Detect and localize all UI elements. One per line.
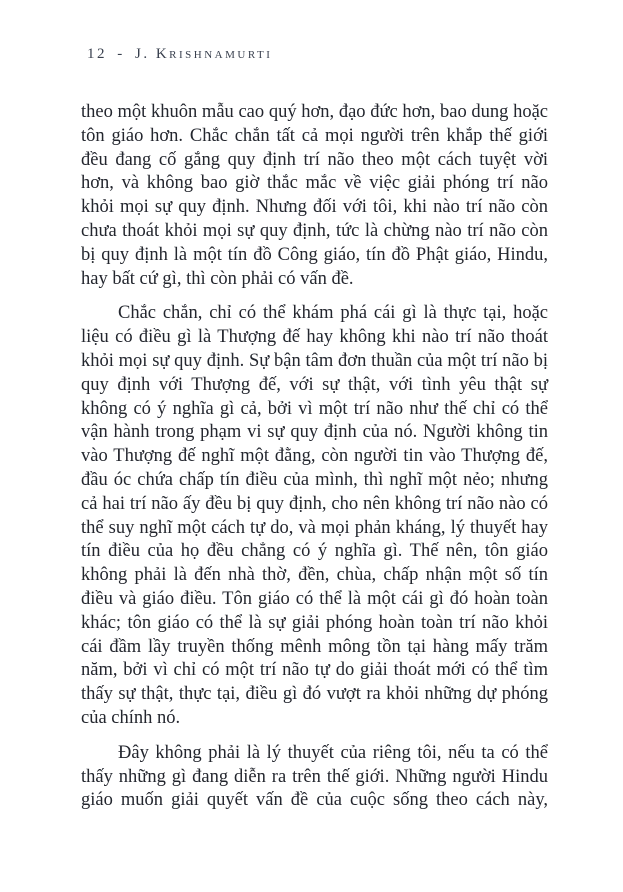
author-name: J. Krishnamurti <box>135 46 273 62</box>
page-content <box>81 101 548 824</box>
paragraph: Chắc chắn, chỉ có thể khám phá cái gì là thực tại, hoặc liệu có điều gì là Thượng đế hay không khi nào trí não thoát khỏi mọi sự quy định. Sự bận tâm đơn thuần của một trí não bị quy định với Thượng đế, với sự thật, với tình yêu thật sự không có ý nghĩa gì cả, bởi vì một trí não như thế chỉ có thể vận hành trong phạm vi sự quy định của nó. Người không tin vào Thượng đế nghĩ một đằng, còn người tin vào Thượng đế, đầu óc chứa chấp tín điều của mình, thì nghĩ một nẻo; nhưng cả hai trí não ấy đều bị quy định, cho nên không trí não nào có thể suy nghĩ một cách tự do, và mọi phản kháng, lý thuyết hay tín điều của họ đều chẳng có ý nghĩa gì. Thế nên, tôn giáo không phải là đến nhà thờ, đền, chùa, chấp nhận một số tín điều và giáo điều. Tôn giáo có thể là một cái gì đó hoàn toàn khác; tôn giáo có thể là sự giải phóng hoàn toàn trí não khỏi cái đầm lầy truyền thống mênh mông tồn tại hàng mấy trăm năm, bởi vì chỉ có một trí não tự do giải thoát mới có thể tìm thấy sự thật, thực tại, điều gì đó vượt ra khỏi những dự phóng của chính nó. <box>81 303 548 728</box>
paragraph: Đây không phải là lý thuyết của riêng tôi, nếu ta có thể thấy những gì đang diễn ra trên thế giới. Những người Hindu giáo muốn giải quyết vấn đề của cuộc sống theo cách này, <box>81 742 548 811</box>
header-separator: - <box>117 46 125 62</box>
paragraph-continuation: theo một khuôn mẫu cao quý hơn, đạo đức hơn, bao dung hoặc tôn giáo hơn. Chắc chắn tất cả mọi người trên khắp thế giới đều đang cố gắng quy định trí não theo một cách tuyệt vời hơn, và không bao giờ thắc mắc về việc giải phóng trí não khỏi mọi sự quy định. Nhưng đối với tôi, khi nào trí não còn chưa thoát khỏi mọi sự quy định, tức là chừng nào trí não còn bị quy định là một tín đồ Công giáo, tín đồ Phật giáo, Hindu, hay bất cứ gì, thì còn phải có vấn đề. <box>81 102 548 289</box>
running-header <box>87 46 272 63</box>
page-number: 12 <box>87 46 107 62</box>
